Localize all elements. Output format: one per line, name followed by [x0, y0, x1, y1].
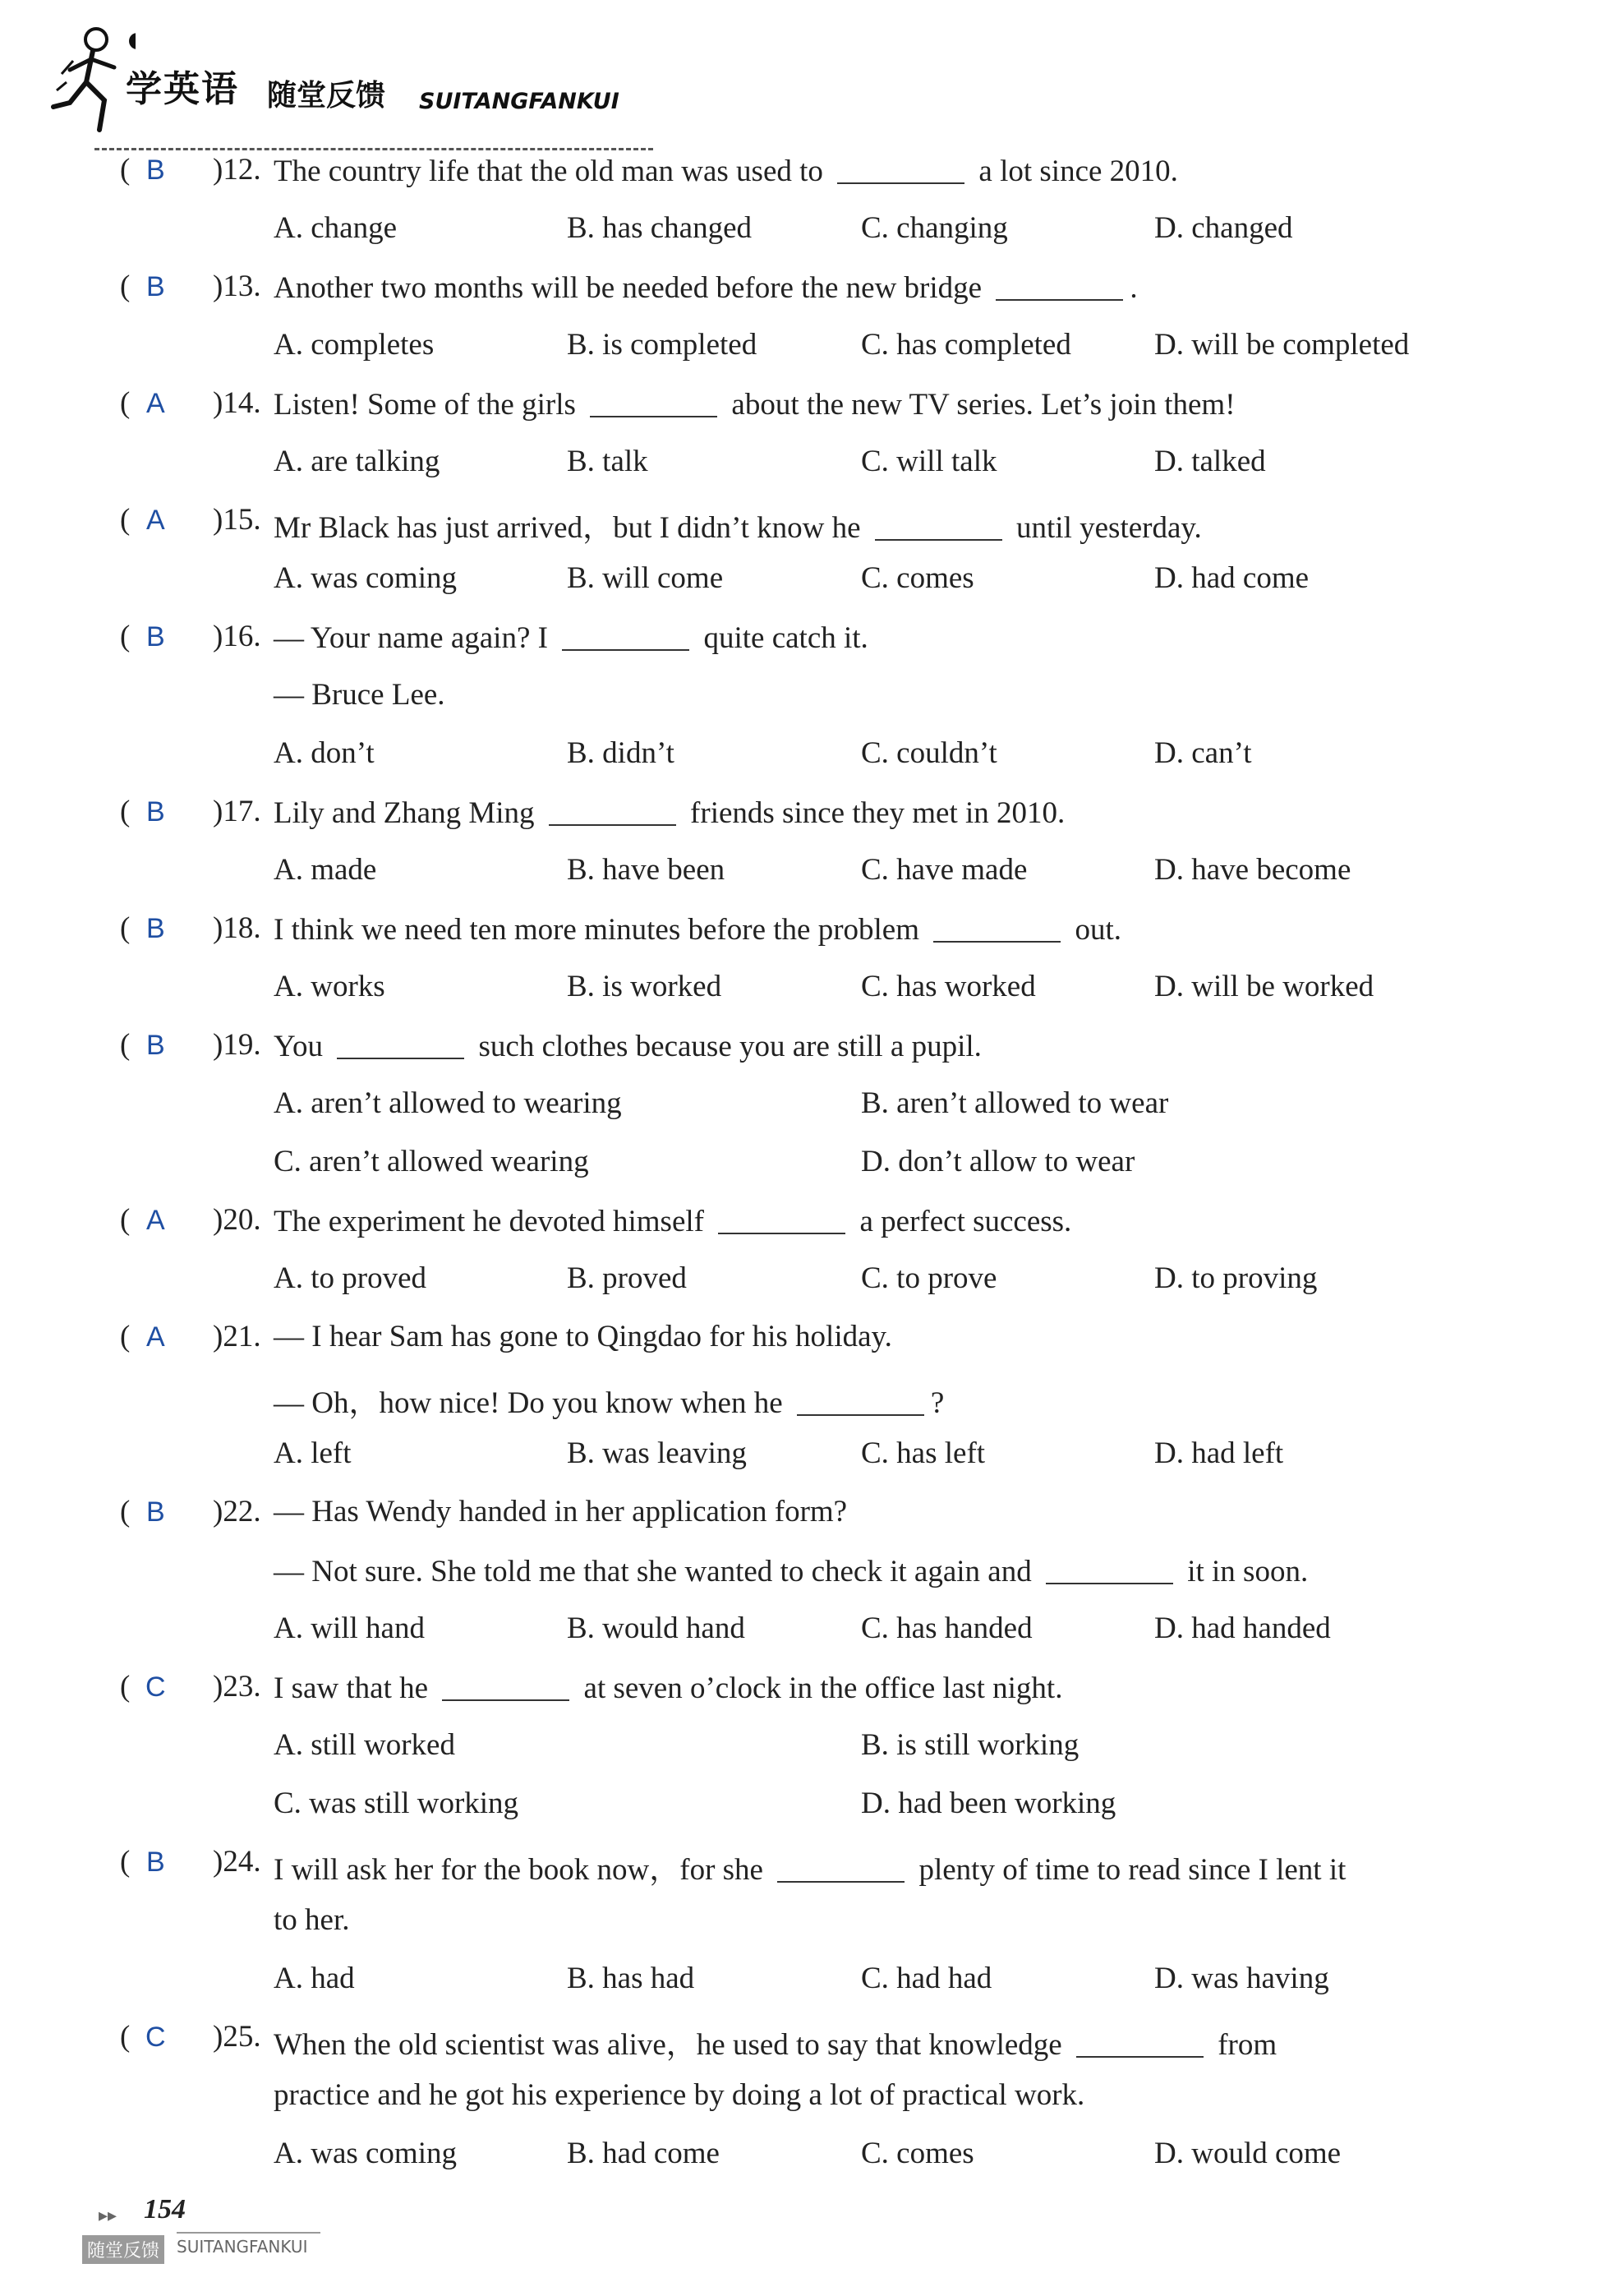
- question-line: [0, 1261, 1602, 1318]
- answer-option: C. aren’t allowed wearing: [274, 1145, 589, 1178]
- question-continuation: — Bruce Lee.: [274, 678, 445, 712]
- answer-option: C. has worked: [861, 970, 1036, 1003]
- question-line: [0, 677, 1602, 735]
- question-number: )22.: [213, 1495, 261, 1528]
- answer-blank: [718, 1202, 845, 1234]
- runner-logo-icon: [45, 25, 136, 140]
- question-line: [0, 2019, 1602, 2077]
- question-line: [0, 1844, 1602, 1902]
- answer-option: B. didn’t: [567, 736, 674, 770]
- arrow-icon: ▸▸: [99, 2206, 117, 2226]
- page-header: [45, 25, 785, 140]
- header-divider: [94, 148, 653, 150]
- question-stem: I will ask her for the book now，for she plenty of time to read since I lent it: [274, 1844, 1346, 1888]
- brand-english: SUITANGFANKUI: [419, 89, 619, 114]
- question-line: [0, 1611, 1602, 1668]
- answer-option: D. have become: [1154, 853, 1351, 887]
- answer-option: B. proved: [567, 1261, 687, 1295]
- answer-bracket: ( A: [120, 1202, 181, 1238]
- question-line: [0, 327, 1602, 385]
- answer-option: D. can’t: [1154, 736, 1252, 770]
- answer-option: B. is worked: [567, 970, 722, 1003]
- answer-option: C. had had: [861, 1962, 992, 1995]
- question-number: )25.: [213, 2020, 261, 2054]
- answer-letter: A: [145, 1321, 165, 1353]
- answer-option: D. will be completed: [1154, 328, 1410, 362]
- question-stem: — Has Wendy handed in her application form?: [274, 1495, 848, 1528]
- question-line: [0, 1961, 1602, 2018]
- question-line: [0, 735, 1602, 793]
- answer-letter: C: [145, 2022, 166, 2053]
- question-number: )17.: [213, 795, 261, 828]
- answer-letter: B: [145, 1030, 165, 1061]
- brand-subtitle: 随堂反馈: [267, 79, 386, 113]
- answer-letter: B: [145, 913, 165, 944]
- question-number: )14.: [213, 386, 261, 420]
- question-stem: — Your name again? I quite catch it.: [274, 619, 868, 656]
- answer-bracket: ( B: [120, 1027, 181, 1063]
- question-line: [0, 1669, 1602, 1727]
- dialogue-reply: — Not sure. She told me that she wanted to check it again and it in soon.: [274, 1552, 1308, 1589]
- question-stem: I think we need ten more minutes before the problem out.: [274, 911, 1121, 947]
- question-line: [0, 794, 1602, 851]
- question-stem: The experiment he devoted himself a perfect success.: [274, 1202, 1071, 1239]
- question-line: [0, 969, 1602, 1026]
- answer-bracket: ( A: [120, 385, 181, 421]
- answer-option: A. will hand: [274, 1611, 425, 1645]
- answer-option: B. talk: [567, 445, 648, 478]
- answer-blank: [1076, 2026, 1204, 2058]
- question-line: [0, 1144, 1602, 1201]
- question-number: )24.: [213, 1845, 261, 1879]
- question-line: [0, 1494, 1602, 1551]
- answer-option: D. changed: [1154, 211, 1293, 245]
- answer-blank: [837, 152, 964, 184]
- question-line: [0, 502, 1602, 560]
- answer-option: C. couldn’t: [861, 736, 997, 770]
- dialogue-reply: — Oh，how nice! Do you know when he ?: [274, 1377, 944, 1422]
- question-number: )20.: [213, 1203, 261, 1237]
- answer-option: A. was coming: [274, 561, 457, 595]
- question-line: [0, 911, 1602, 968]
- question-line: [0, 1086, 1602, 1143]
- answer-option: B. is completed: [567, 328, 757, 362]
- answer-option: B. has changed: [567, 211, 753, 245]
- question-number: )16.: [213, 620, 261, 653]
- question-line: [0, 210, 1602, 268]
- answer-bracket: ( A: [120, 502, 181, 537]
- question-line: [0, 385, 1602, 443]
- answer-option: D. was having: [1154, 1962, 1329, 1995]
- answer-option: C. has left: [861, 1436, 986, 1470]
- page-number: 154: [144, 2194, 186, 2225]
- answer-option: C. comes: [861, 561, 974, 595]
- question-stem: I saw that he at seven o’clock in the office last night.: [274, 1669, 1062, 1706]
- answer-option: A. still worked: [274, 1728, 455, 1762]
- question-number: )19.: [213, 1028, 261, 1062]
- answer-letter: B: [145, 154, 165, 186]
- answer-option: B. have been: [567, 853, 725, 887]
- answer-option: A. don’t: [274, 736, 375, 770]
- question-line: [0, 560, 1602, 618]
- answer-option: D. had handed: [1154, 1611, 1331, 1645]
- answer-option: C. has completed: [861, 328, 1071, 362]
- answer-option: A. had: [274, 1962, 355, 1995]
- answer-letter: A: [145, 505, 165, 536]
- answer-bracket: ( B: [120, 152, 181, 187]
- answer-bracket: ( B: [120, 794, 181, 829]
- question-line: [0, 1436, 1602, 1493]
- answer-option: D. had come: [1154, 561, 1310, 595]
- answer-blank: [590, 385, 717, 417]
- question-continuation: to her.: [274, 1903, 350, 1937]
- answer-option: B. had come: [567, 2137, 720, 2170]
- answer-option: B. would hand: [567, 1611, 745, 1645]
- answer-option: C. was still working: [274, 1787, 519, 1820]
- answer-option: B. will come: [567, 561, 724, 595]
- answer-letter: B: [145, 796, 165, 828]
- answer-option: C. changing: [861, 211, 1008, 245]
- question-line: [0, 444, 1602, 501]
- answer-bracket: ( B: [120, 619, 181, 654]
- answer-option: A. change: [274, 211, 397, 245]
- question-line: [0, 1552, 1602, 1610]
- footer-english: SUITANGFANKUI: [177, 2237, 308, 2257]
- answer-letter: C: [145, 1671, 166, 1703]
- answer-blank: [777, 1851, 905, 1883]
- answer-letter: A: [145, 388, 165, 419]
- question-stem: The country life that the old man was used to a lot since 2010.: [274, 152, 1178, 189]
- answer-option: D. talked: [1154, 445, 1266, 478]
- answer-option: D. would come: [1154, 2137, 1342, 2170]
- answer-blank: [875, 509, 1002, 541]
- answer-option: B. was leaving: [567, 1436, 747, 1470]
- answer-letter: B: [145, 1846, 165, 1878]
- question-number: )21.: [213, 1320, 261, 1353]
- question-stem: Lily and Zhang Ming friends since they met in 2010.: [274, 794, 1065, 831]
- question-number: )13.: [213, 270, 261, 303]
- answer-option: B. aren’t allowed to wear: [861, 1086, 1169, 1120]
- answer-bracket: ( C: [120, 2019, 181, 2054]
- answer-option: C. comes: [861, 2137, 974, 2170]
- answer-option: C. will talk: [861, 445, 997, 478]
- question-line: [0, 619, 1602, 676]
- footer-tag: 随堂反馈: [82, 2235, 164, 2264]
- question-line: [0, 1027, 1602, 1085]
- question-line: [0, 2077, 1602, 2135]
- answer-option: A. are talking: [274, 445, 440, 478]
- answer-option: C. has handed: [861, 1611, 1033, 1645]
- question-stem: When the old scientist was alive，he used to say that knowledge from: [274, 2019, 1277, 2063]
- answer-bracket: ( C: [120, 1669, 181, 1704]
- answer-option: A. to proved: [274, 1261, 426, 1295]
- question-line: [0, 2136, 1602, 2193]
- answer-option: A. aren’t allowed to wearing: [274, 1086, 622, 1120]
- answer-letter: B: [145, 1496, 165, 1528]
- question-line: [0, 852, 1602, 910]
- question-number: )23.: [213, 1670, 261, 1704]
- question-stem: Another two months will be needed before the new bridge .: [274, 269, 1138, 306]
- answer-option: A. made: [274, 853, 377, 887]
- question-line: [0, 1786, 1602, 1843]
- footer-rule: [177, 2232, 320, 2234]
- question-line: [0, 1319, 1602, 1376]
- answer-letter: B: [145, 271, 165, 302]
- answer-option: C. to prove: [861, 1261, 997, 1295]
- question-number: )18.: [213, 911, 261, 945]
- answer-bracket: ( B: [120, 1494, 181, 1529]
- question-stem: You such clothes because you are still a pupil.: [274, 1027, 982, 1064]
- question-stem: Listen! Some of the girls about the new TV series. Let’s join them!: [274, 385, 1236, 422]
- answer-blank: [562, 619, 689, 651]
- question-number: )15.: [213, 503, 261, 537]
- question-continuation: practice and he got his experience by doing a lot of practical work.: [274, 2078, 1085, 2112]
- answer-bracket: ( B: [120, 911, 181, 946]
- question-stem: Mr Black has just arrived，but I didn’t know he until yesterday.: [274, 502, 1202, 546]
- answer-option: A. completes: [274, 328, 435, 362]
- answer-bracket: ( A: [120, 1319, 181, 1354]
- question-stem: — I hear Sam has gone to Qingdao for his holiday.: [274, 1320, 892, 1353]
- answer-option: A. left: [274, 1436, 352, 1470]
- answer-option: B. has had: [567, 1962, 695, 1995]
- question-line: [0, 1377, 1602, 1435]
- question-line: [0, 1727, 1602, 1785]
- answer-bracket: ( B: [120, 269, 181, 304]
- answer-blank: [996, 269, 1123, 301]
- answer-option: D. had been working: [861, 1787, 1116, 1820]
- question-line: [0, 269, 1602, 326]
- answer-option: D. will be worked: [1154, 970, 1374, 1003]
- question-line: [0, 1202, 1602, 1260]
- answer-option: A. works: [274, 970, 385, 1003]
- answer-option: D. had left: [1154, 1436, 1284, 1470]
- answer-option: D. don’t allow to wear: [861, 1145, 1135, 1178]
- answer-blank: [797, 1384, 924, 1416]
- answer-option: C. have made: [861, 853, 1028, 887]
- answer-blank: [1046, 1552, 1173, 1584]
- answer-option: B. is still working: [861, 1728, 1080, 1762]
- answer-blank: [549, 794, 676, 826]
- answer-letter: A: [145, 1205, 165, 1236]
- answer-blank: [442, 1669, 569, 1701]
- answer-letter: B: [145, 621, 165, 652]
- answer-blank: [933, 911, 1061, 943]
- brand-title: 学英语: [126, 68, 239, 110]
- question-line: [0, 152, 1602, 210]
- answer-option: A. was coming: [274, 2137, 457, 2170]
- question-number: )12.: [213, 153, 261, 187]
- question-line: [0, 1902, 1602, 1960]
- answer-bracket: ( B: [120, 1844, 181, 1879]
- answer-blank: [337, 1027, 464, 1059]
- answer-option: D. to proving: [1154, 1261, 1318, 1295]
